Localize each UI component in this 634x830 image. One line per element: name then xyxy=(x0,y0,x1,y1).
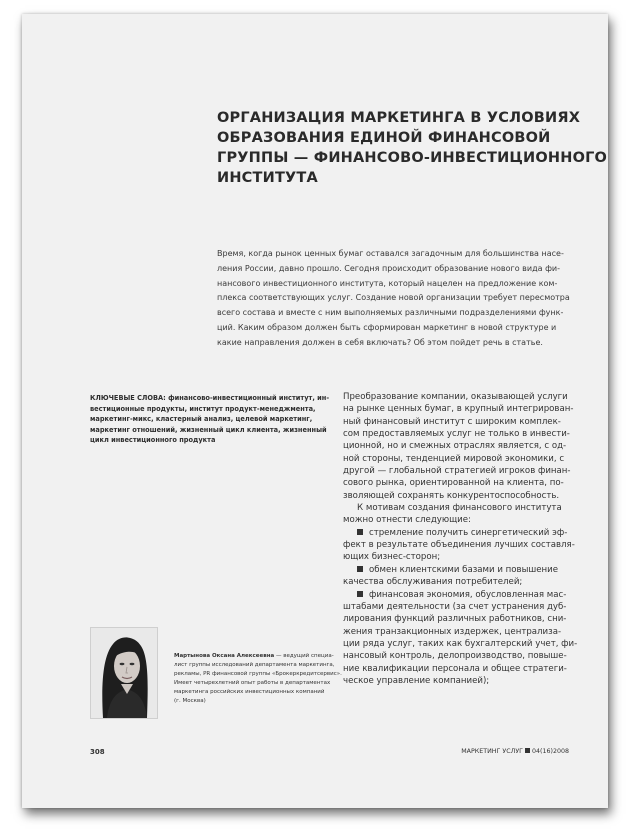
square-separator-icon xyxy=(525,748,530,753)
body-line: обмен клиентскими базами и повышение xyxy=(369,564,559,575)
author-bio-line: (г. Москва) xyxy=(174,698,206,704)
article-lead xyxy=(217,247,589,351)
title-line: ОБРАЗОВАНИЯ ЕДИНОЙ ФИНАНСОВОЙ xyxy=(217,130,551,146)
bullet-square-icon xyxy=(357,591,363,597)
page-number: 308 xyxy=(90,748,105,756)
lead-line: Время, когда рынок ценных бумаг оставался загадочным для большинства насе- xyxy=(217,249,564,258)
body-line: К мотивам создания финансового института xyxy=(357,503,562,514)
keywords-line: маркетинг-микс, кластерный анализ, целевой маркетинг, xyxy=(90,415,313,424)
body-line: финансовая экономия, обусловленная мас- xyxy=(369,589,567,600)
journal-name: МАРКЕТИНГ УСЛУГ xyxy=(461,748,524,755)
body-line: жения транзакционных издержек, централиза- xyxy=(343,626,562,637)
body-line: сом предоставляемых услуг не только в инвести- xyxy=(343,429,570,440)
body-line: Преобразование компании, оказывающей услуги xyxy=(343,392,568,402)
body-line: сового рынка, ориентированной на клиента, по- xyxy=(343,478,564,489)
body-line: зволяющей сохранять конкурентоспособность. xyxy=(343,490,560,501)
keywords-line: КЛЮЧЕВЫЕ СЛОВА: финансово-инвестиционный институт, ин- xyxy=(90,394,330,402)
body-line: ние квалификации персонала и общее стратеги- xyxy=(343,663,567,674)
lead-line: ления России, давно прошло. Сегодня происходит образование нового вида фи- xyxy=(217,263,560,273)
body-line: ной стороны, тенденцией мировой экономики, с xyxy=(343,453,565,464)
body-line: ции ряда услуг, таких как бухгалтерский учет, фи- xyxy=(343,638,578,649)
author-bio-line: — ведущий специа- xyxy=(274,653,334,659)
journal-footer xyxy=(461,748,569,755)
author-name: Мартынова Оксана Алексеевна xyxy=(174,653,275,659)
body-line: ный финансовый институт с широким комплек- xyxy=(343,416,561,427)
title-line: ГРУППЫ — ФИНАНСОВО-ИНВЕСТИЦИОННОГО xyxy=(217,150,608,166)
title-line: ОРГАНИЗАЦИЯ МАРКЕТИНГА В УСЛОВИЯХ xyxy=(217,110,581,126)
keywords-block xyxy=(90,393,328,446)
body-line: ционной, но и смежных отраслях является, с од- xyxy=(343,441,567,452)
lead-line: ций. Каким образом должен быть сформирован маркетинг в новой структуре и xyxy=(217,322,557,332)
author-bio-line: рекламы, PR финансовой группы «Брокеркредитсервис». xyxy=(174,671,342,677)
author-bio-line: Имеет четырехлетний опыт работы в департаментах xyxy=(174,680,331,686)
body-line: нансовый контроль, делопроизводство, повыше- xyxy=(343,651,567,662)
body-line: фект в результате объединения лучших составля- xyxy=(343,540,575,551)
lead-line: всего состава и вместе с ним выполняемых различными подразделениями функ- xyxy=(217,308,564,318)
magazine-page xyxy=(22,14,608,808)
bullet-item xyxy=(343,527,591,539)
author-bio-line: маркетинга российских инвестиционных компаний xyxy=(174,689,325,695)
bullet-square-icon xyxy=(357,529,363,535)
bullet-item xyxy=(343,589,591,601)
author-first-line xyxy=(174,652,344,661)
body-line: стремление получить синергетический эф- xyxy=(369,527,568,538)
author-photo xyxy=(90,627,158,719)
body-line: ющих бизнес-сторон; xyxy=(343,552,441,563)
article-body xyxy=(343,391,591,687)
lead-line: какие направления должен в себя включать? Об этом пойдет речь в статье. xyxy=(217,337,543,347)
keywords-line: вестиционные продукты, институт продукт-менеджмента, xyxy=(90,404,316,413)
bullet-item xyxy=(343,564,591,576)
author-bio-line: лист группы исследований департамента маркетинга, xyxy=(174,662,335,668)
body-line: штабами деятельности (за счет устранения дуб- xyxy=(343,601,567,612)
body-line: на рынке ценных бумаг, в крупный интегрирован- xyxy=(343,404,574,415)
author-portrait-image xyxy=(91,628,157,718)
body-line: лирования функций различных работников, сни- xyxy=(343,614,567,625)
body-line: качества обслуживания потребителей; xyxy=(343,577,523,588)
title-line: ИНСТИТУТА xyxy=(217,170,318,186)
keywords-line: маркетинг отношений, жизненный цикл клиента, жизненный xyxy=(90,425,327,434)
author-info xyxy=(174,652,344,706)
article-title xyxy=(217,108,608,188)
journal-issue: 04(16)2008 xyxy=(532,748,569,755)
body-line: ческое управление компанией); xyxy=(343,675,490,686)
body-line: можно отнести следующие: xyxy=(343,515,471,526)
keywords-line: цикл инвестиционного продукта xyxy=(90,436,216,445)
body-line: другой — глобальной стратегией игроков финан- xyxy=(343,466,571,477)
bullet-square-icon xyxy=(357,566,363,572)
lead-line: плекса соответствующих услуг. Создание новой организации требует пересмотра xyxy=(217,293,570,303)
lead-line: нансового инвестиционного института, который нацелен на предложение ком- xyxy=(217,278,558,288)
